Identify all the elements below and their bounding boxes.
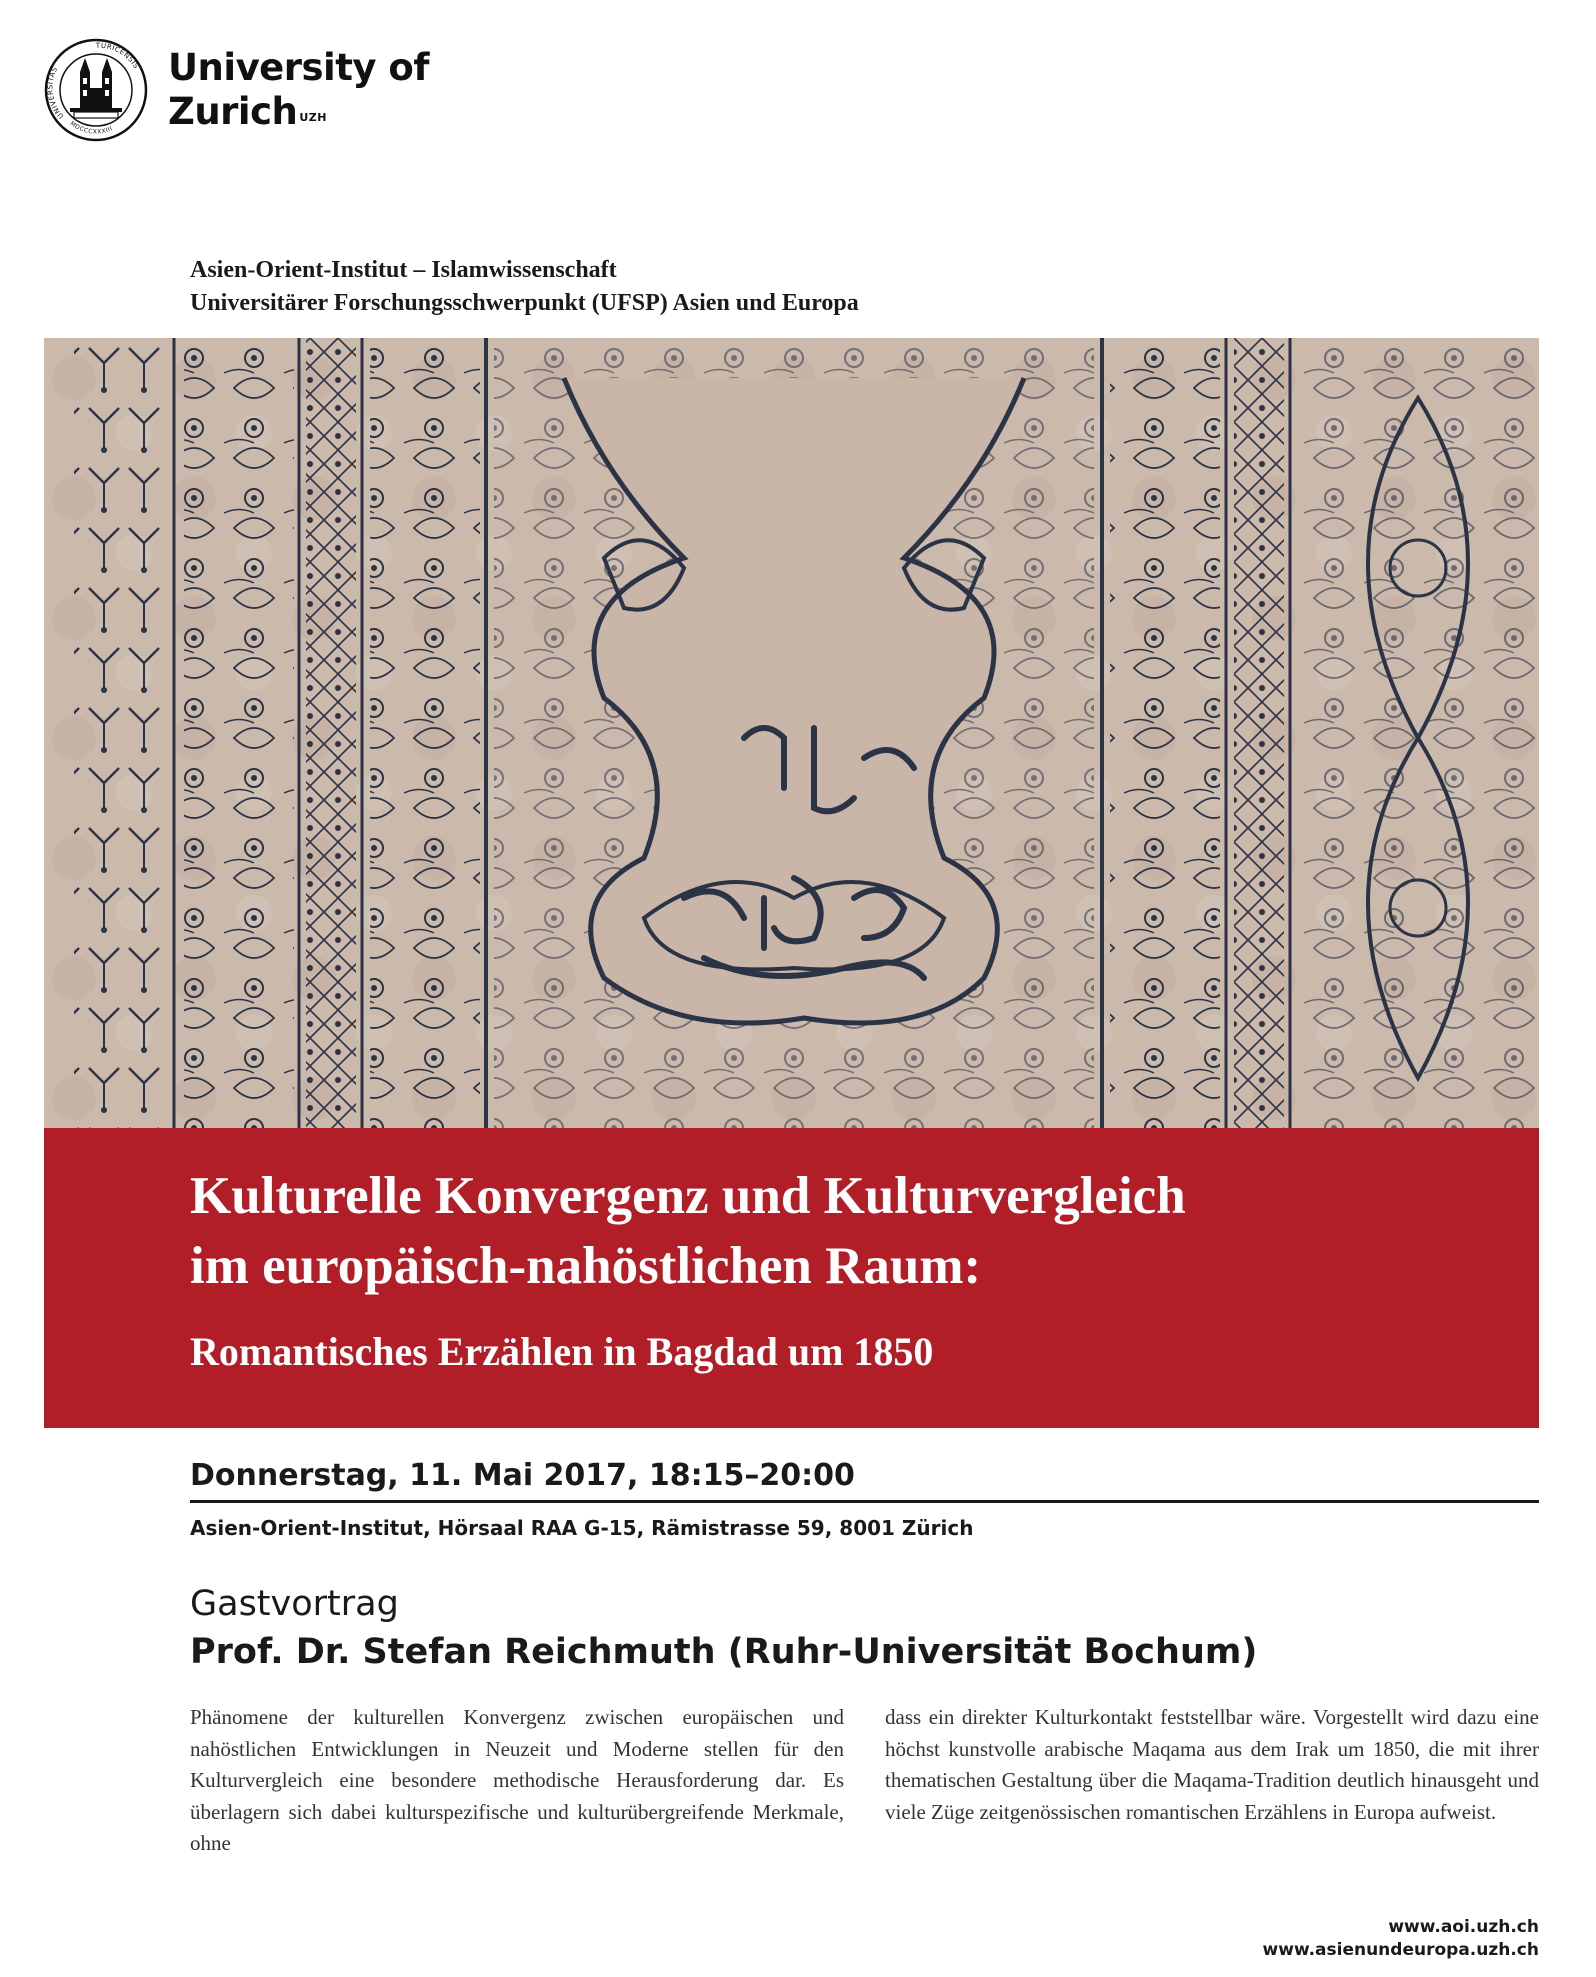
divider [190,1500,1539,1503]
seal-year: MDCCCXXXIII [68,120,114,136]
abstract-column-right: dass ein direkter Kulturkontakt feststellbar wäre. Vorgestellt wird dazu eine höchst kunstvolle arabische Maqama aus dem Irak um 1850, die mit ihrer thematischen Gestaltung über die Maqama-Tradition deutlich hinausgeht und viele Züge zeitgenössischen romantischen Erzählens in Europa aufweist. [885,1705,1539,1824]
title-line1: Kulturelle Konvergenz und Kulturvergleich [190,1167,1186,1225]
event-date: Donnerstag, 11. Mai 2017, 18:15–20:00 [190,1458,855,1493]
title-line2: im europäisch-nahöstlichen Raum: [190,1237,982,1295]
manuscript-image [44,338,1539,1128]
manuscript-ornament [44,338,1539,1128]
title-banner [44,1128,1539,1428]
link-asienundeuropa[interactable]: www.asienundeuropa.uzh.ch [1262,1940,1539,1960]
subtitle: Romantisches Erzählen in Bagdad um 1850 [190,1329,934,1374]
uzh-superscript: UZH [299,111,327,124]
speaker-name: Prof. Dr. Stefan Reichmuth (Ruhr-Universität Bochum) [190,1632,1258,1672]
university-name-line1: University of [168,46,429,89]
seal-text-left: UNIVERSITAS [46,65,66,121]
institute-block [190,254,859,320]
event-venue: Asien-Orient-Institut, Hörsaal RAA G-15, Rämistrasse 59, 8001 Zürich [190,1516,974,1540]
institute-line1: Asien-Orient-Institut – Islamwissenschaft [190,257,617,283]
university-name-line2 [168,90,429,134]
university-logo [44,38,429,142]
link-aoi[interactable]: www.aoi.uzh.ch [1388,1917,1539,1937]
university-city: Zurich [168,90,298,133]
event-type: Gastvortrag [190,1584,399,1624]
svg-text:UNIVERSITAS [46,66,65,121]
university-seal-icon [44,38,148,142]
abstract-column-left: Phänomene der kulturellen Konvergenz zwischen europäischen und nahöstlichen Entwicklungen in Neuzeit und Moderne stellen für den Kulturvergleich eine besondere methodische Herausforderung dar. Es überlagern sich dabei kulturspezifische und kulturübergreifende Merkmale, ohne [190,1705,844,1855]
website-links [1263,1916,1539,1962]
institute-line2: Universitärer Forschungsschwerpunkt (UFSP) Asien und Europa [190,290,859,316]
university-name [168,46,429,134]
seal-text-right: TURICENSIS [95,41,141,71]
svg-text:MDCCCXXXIII [69,120,114,136]
